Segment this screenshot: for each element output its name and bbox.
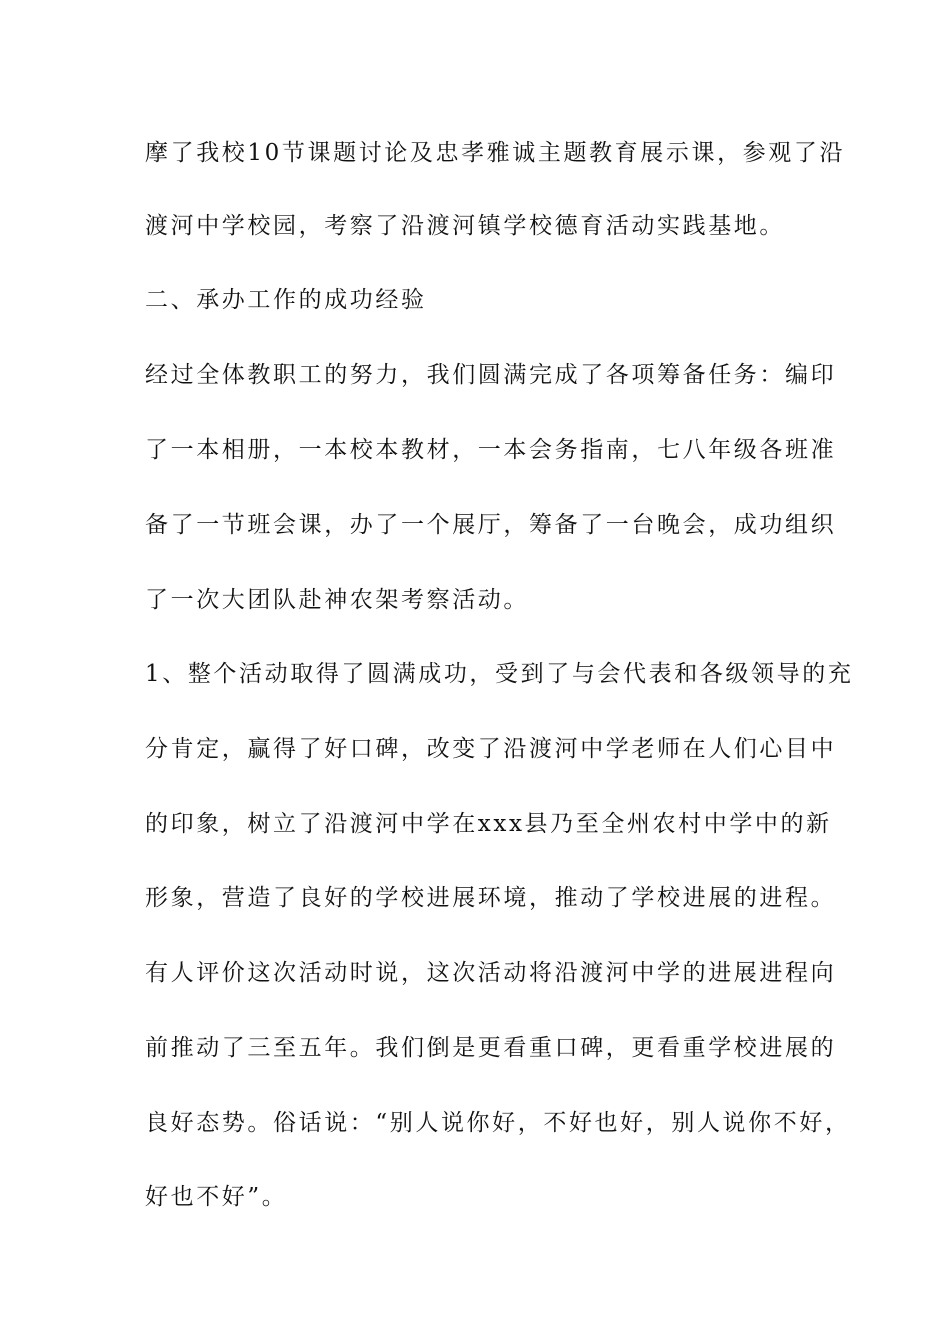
paragraph-line: 良好态势。俗话说：“别人说你好，不好也好，别人说你不好，	[145, 1110, 851, 1136]
section-heading: 二、承办工作的成功经验	[145, 287, 427, 313]
paragraph-line: 渡河中学校园，考察了沿渡河镇学校德育活动实践基地。	[145, 213, 785, 239]
paragraph-line: 摩了我校10节课题讨论及忠孝雅诚主题教育展示课，参观了沿	[145, 140, 846, 166]
paragraph-line: 分肯定，赢得了好口碑，改变了沿渡河中学老师在人们心目中	[145, 736, 837, 762]
paragraph-line: 的印象，树立了沿渡河中学在xxx县乃至全州农村中学中的新	[145, 811, 832, 837]
paragraph-line: 好也不好”。	[145, 1184, 288, 1210]
paragraph-line: 经过全体教职工的努力，我们圆满完成了各项筹备任务：编印	[145, 362, 837, 388]
paragraph-line: 前推动了三至五年。我们倒是更看重口碑，更看重学校进展的	[145, 1035, 837, 1061]
paragraph-line: 备了一节班会课，办了一个展厅，筹备了一台晚会，成功组织	[145, 512, 837, 538]
paragraph-line: 有人评价这次活动时说，这次活动将沿渡河中学的进展进程向	[145, 960, 837, 986]
paragraph-line: 形象，营造了良好的学校进展环境，推动了学校进展的进程。	[145, 885, 837, 911]
paragraph-line: 1、整个活动取得了圆满成功，受到了与会代表和各级领导的充	[145, 661, 854, 687]
paragraph-line: 了一次大团队赴神农架考察活动。	[145, 587, 529, 613]
paragraph-line: 了一本相册，一本校本教材，一本会务指南，七八年级各班准	[145, 437, 837, 463]
